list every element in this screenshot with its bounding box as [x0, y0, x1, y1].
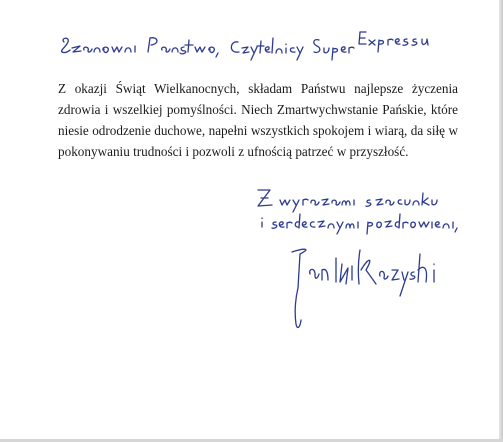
handwritten-greeting-end [356, 20, 451, 60]
handwritten-greeting [58, 28, 358, 68]
handwritten-signature-block [252, 184, 462, 344]
page-edge-right [499, 0, 503, 442]
letter-body: Z okazji Świąt Wielkanocnych, składam Państwu najlepsze życzenia zdrowia i wszelkiej pomyślności. Niech Zmartwychwstanie Pańskie, które niesie odrodzenie duchowe, napełni wszystkich spokojem i wiarą, da siłę w pokonywaniu trudności i pozwoli z ufnością patrzeć w przyszłość. [58, 81, 458, 159]
